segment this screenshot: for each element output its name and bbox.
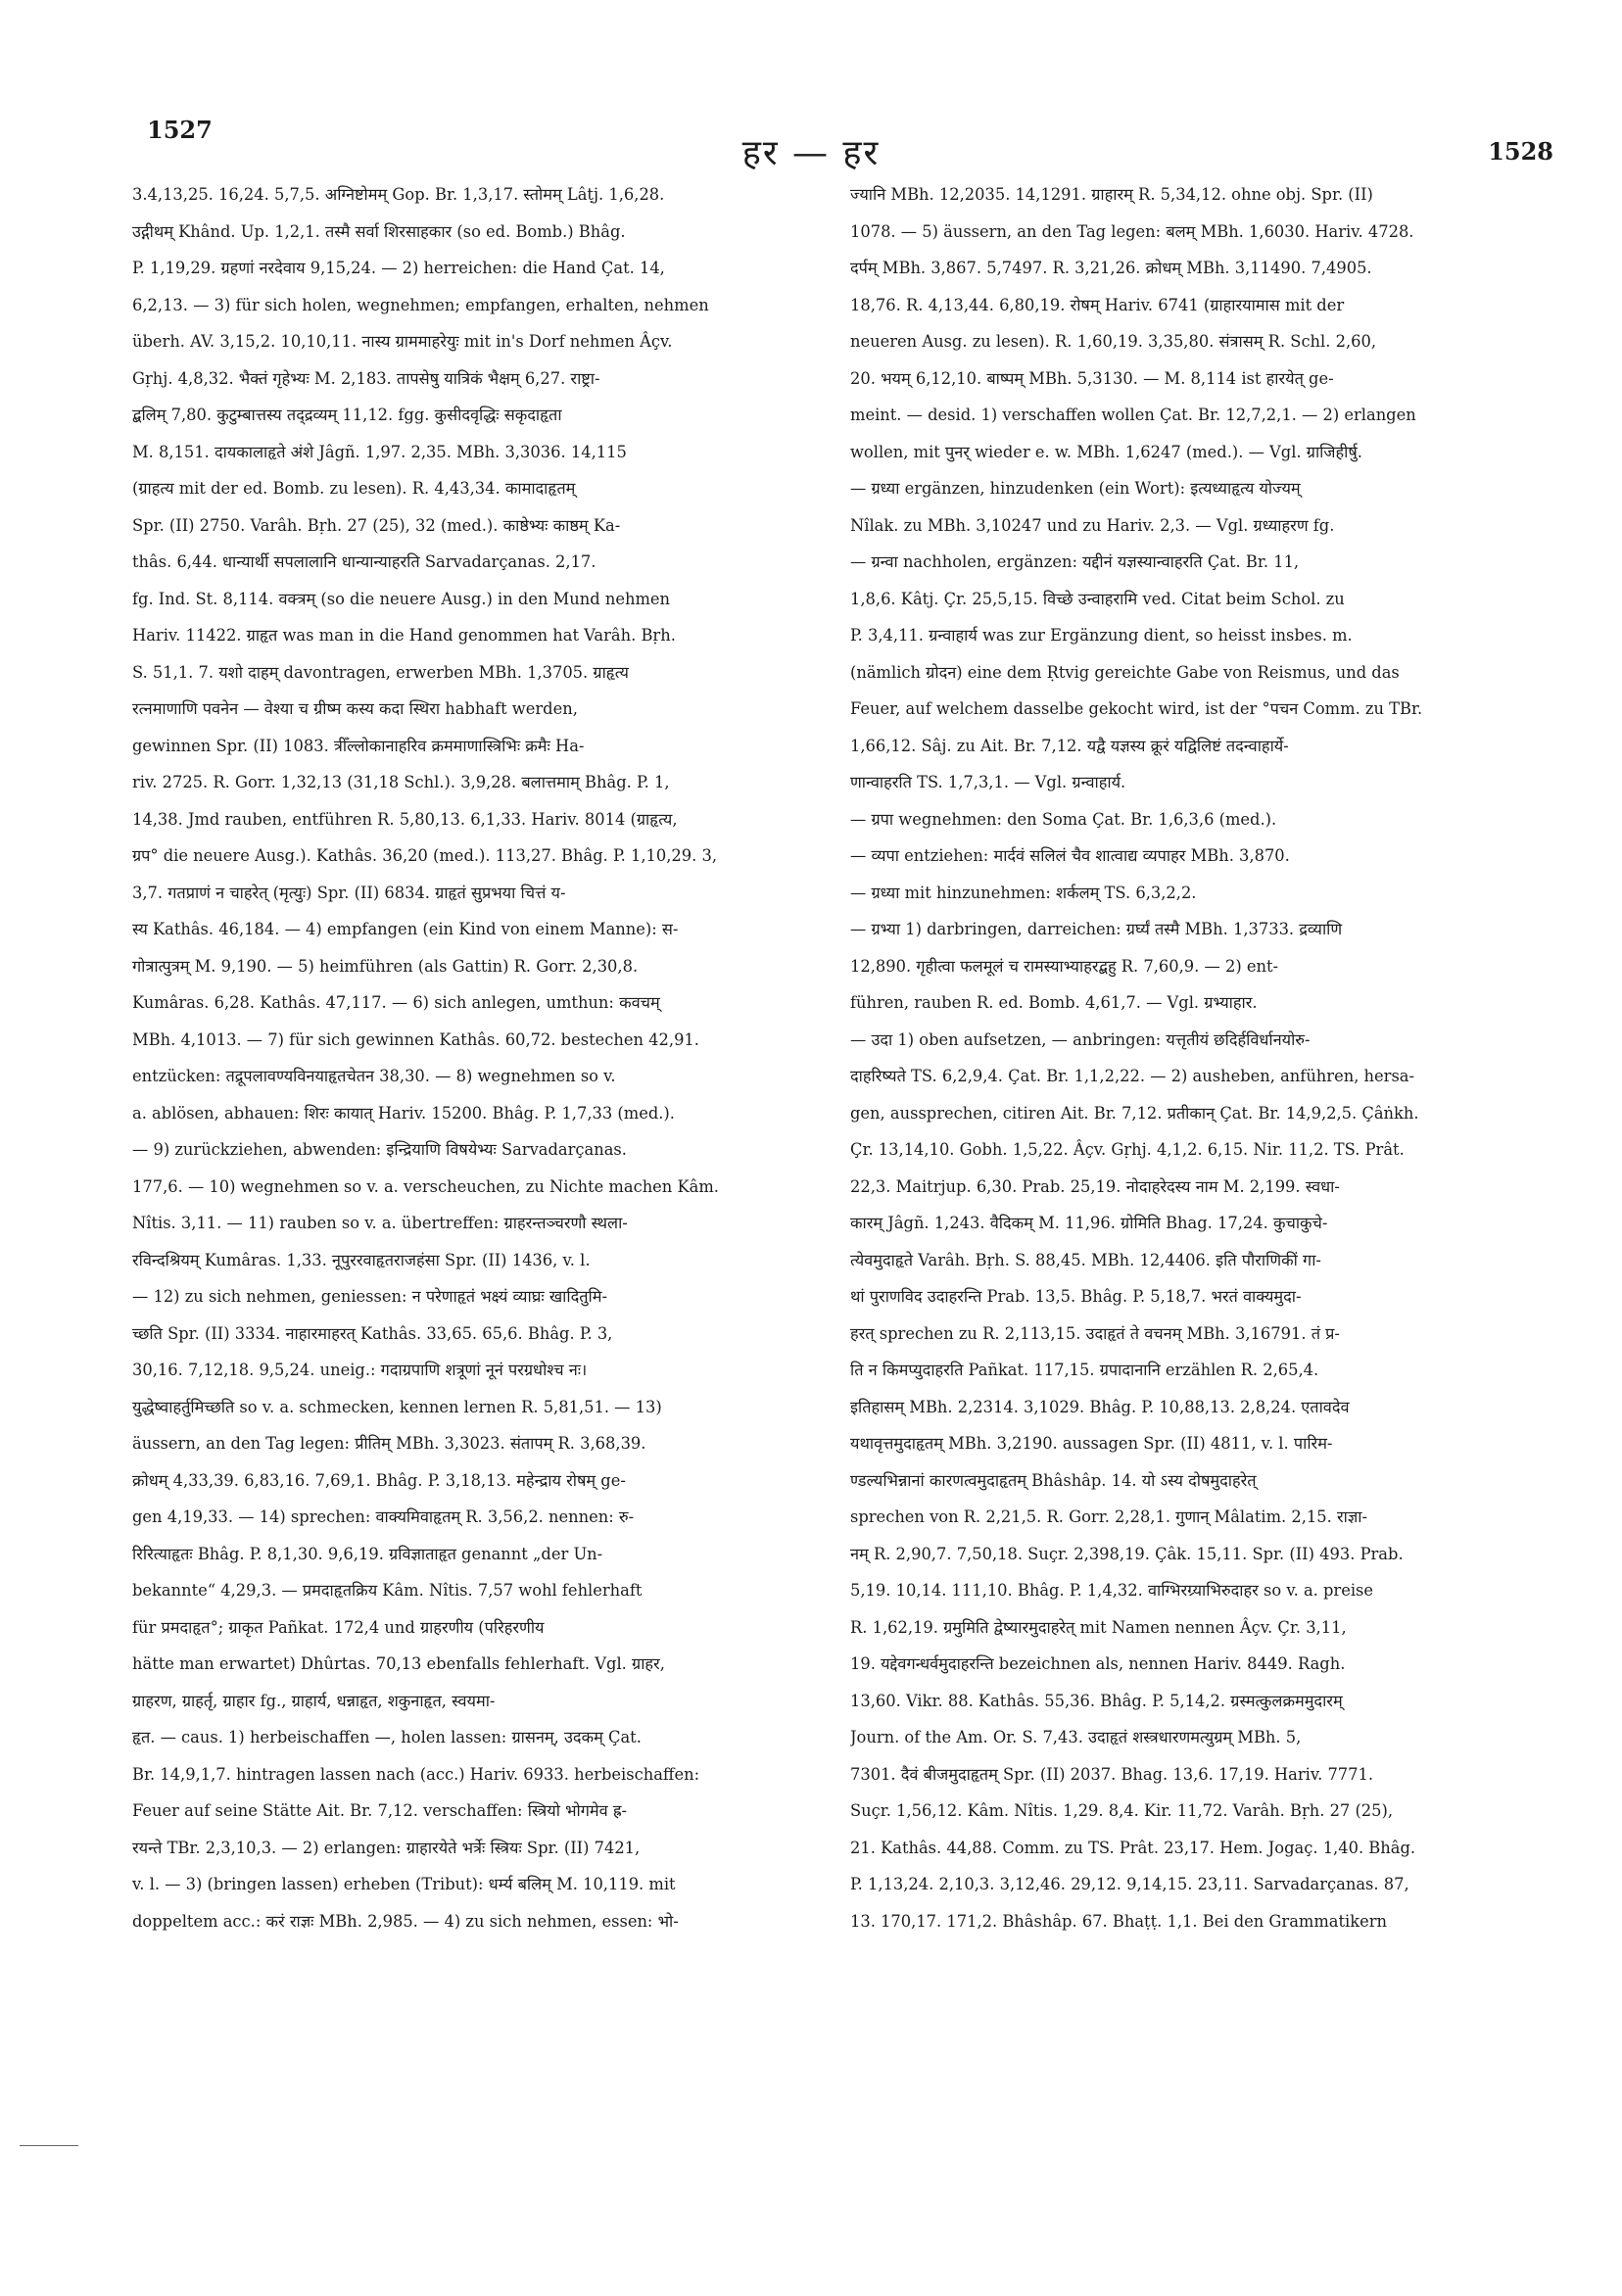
- text-line: 19. यद्देवगन्धर्वमुदाहरन्ति bezeichnen als, nennen Hariv. 8449. Ragh.: [850, 1654, 1346, 1673]
- text-line: कारम् Jâgñ. 1,243. वैदिकम् M. 11,96. ग्रोमिति Bhag. 17,24. कुचाकुचे-: [850, 1214, 1328, 1232]
- text-line: ज्यानि MBh. 12,2035. 14,1291. ग्राहारम् R. 5,34,12. ohne obj. Spr. (II): [850, 185, 1373, 204]
- text-line: (nämlich ग्रोदन) eine dem Ṛtvig gereichte Gabe von Reismus, und das: [850, 662, 1400, 682]
- text-line: 177,6. — 10) wegnehmen so v. a. verscheuchen, zu Nichte machen Kâm.: [132, 1176, 719, 1196]
- text-line: 6,2,13. — 3) für sich holen, wegnehmen; empfangen, erhalten, nehmen: [132, 295, 709, 314]
- text-line: bekannte“ 4,29,3. — प्रमदाहृतक्रिय Kâm. Nîtis. 7,57 wohl fehlerhaft: [132, 1581, 643, 1600]
- text-line: Br. 14,9,1,7. hintragen lassen nach (acc.) Hariv. 6933. herbeischaffen:: [132, 1764, 700, 1784]
- text-line: Hariv. 11422. ग्राहृत was man in die Hand genommen hat Varâh. Bṛh.: [132, 626, 676, 645]
- text-line: — ग्रन्वा nachholen, ergänzen: यद्दीनं यज्ञस्यान्वाहरति Çat. Br. 11,: [850, 552, 1300, 571]
- text-line: — ग्रध्या mit hinzunehmen: शर्कलम् TS. 6,3,2,2.: [850, 883, 1197, 902]
- page-number-right: 1528: [1488, 137, 1553, 166]
- text-line: P. 3,4,11. ग्रन्वाहार्य was zur Ergänzung dient, so heisst insbes. m.: [850, 626, 1353, 645]
- text-line: a. ablösen, abhauen: शिरः कायात् Hariv. 15200. Bhâg. P. 1,7,33 (med.).: [132, 1103, 675, 1123]
- text-line: थां पुराणविद उदाहरन्ति Prab. 13,5. Bhâg. P. 5,18,7. भरतं वाक्यमुदा-: [850, 1287, 1302, 1306]
- text-line: ण्डल्यभिन्नानां कारणत्वमुदाहृतम् Bhâshâp. 14. यो ऽस्य दोषमुदाहरेत्: [850, 1470, 1257, 1490]
- text-line: 21. Kathâs. 44,88. Comm. zu TS. Prât. 23,17. Hem. Jogaç. 1,40. Bhâg.: [850, 1838, 1416, 1857]
- footer-rule: [20, 2145, 78, 2146]
- text-line: 7301. दैवं बीजमुदाहृतम् Spr. (II) 2037. Bhag. 13,6. 17,19. Hariv. 7771.: [850, 1764, 1374, 1784]
- text-line: हरत् sprechen zu R. 2,113,15. उदाहृतं ते वचनम् MBh. 3,16791. तं प्र-: [850, 1323, 1340, 1343]
- text-line: हृत. — caus. 1) herbeischaffen —, holen lassen: ग्रासनम्, उदकम् Çat.: [132, 1728, 642, 1746]
- text-line: wollen, mit पुनर् wieder e. w. MBh. 1,6247 (med.). — Vgl. ग्राजिहीर्षु.: [850, 442, 1362, 461]
- text-line: R. 1,62,19. ग्रमुमिति द्वेष्यारमुदाहरेत् mit Namen nennen Âçv. Çr. 3,11,: [850, 1617, 1347, 1637]
- text-line: doppeltem acc.: करं राज्ञः MBh. 2,985. — 4) zu sich nehmen, essen: भो-: [132, 1911, 679, 1931]
- text-line: — ग्रपा wegnehmen: den Soma Çat. Br. 1,6,3,6 (med.).: [850, 809, 1277, 829]
- text-line: णान्वाहरति TS. 1,7,3,1. — Vgl. ग्रन्वाहार्य.: [850, 773, 1126, 791]
- text-line: उद्गीथम् Khând. Up. 1,2,1. तस्मै सर्वा शिरसाहकार (so ed. Bomb.) Bhâg.: [132, 221, 626, 241]
- text-line: युद्धेष्वाहर्तुमिच्छति so v. a. schmecken, kennen lernen R. 5,81,51. — 13): [132, 1397, 662, 1416]
- text-line: 30,16. 7,12,18. 9,5,24. uneig.: गदाग्रपाणि शत्रूणां नूनं परग्रधोश्च नः।: [132, 1361, 588, 1379]
- text-line: MBh. 4,1013. — 7) für sich gewinnen Kathâs. 60,72. bestechen 42,91.: [132, 1029, 699, 1049]
- text-line: 13. 170,17. 171,2. Bhâshâp. 67. Bhaṭṭ. 1,1. Bei den Grammatikern: [850, 1911, 1388, 1931]
- text-line: — उदा 1) oben aufsetzen, — anbringen: यत्तृतीयं छदिर्हविर्धानयोरु-: [850, 1029, 1311, 1049]
- text-line: च्छति Spr. (II) 3334. नाहारमाहरत् Kathâs. 33,65. 65,6. Bhâg. P. 3,: [132, 1323, 613, 1343]
- text-line: entzücken: तद्रूपलावण्यविनयाहृतचेतन 38,30. — 8) wegnehmen so v.: [132, 1067, 616, 1085]
- text-line: Çr. 13,14,10. Gobh. 1,5,22. Âçv. Gṛhj. 4,1,2. 6,15. Nir. 11,2. TS. Prât.: [850, 1140, 1405, 1159]
- text-line: रयन्ते TBr. 2,3,10,3. — 2) erlangen: ग्राहारयेते भर्त्रेः स्त्रियः Spr. (II) 7421,: [132, 1838, 641, 1857]
- text-line: sprechen von R. 2,21,5. R. Gorr. 2,28,1. गुणान् Mâlatim. 2,15. राज्ञा-: [850, 1507, 1368, 1526]
- text-line: इतिहासम् MBh. 2,2314. 3,1029. Bhâg. P. 10,88,13. 2,8,24. एतावदेव: [850, 1397, 1350, 1416]
- text-line: नम् R. 2,90,7. 7,50,18. Suçr. 2,398,19. Çâk. 15,11. Spr. (II) 493. Prab.: [850, 1544, 1404, 1563]
- text-line: Suçr. 1,56,12. Kâm. Nîtis. 1,29. 8,4. Kir. 11,72. Varâh. Bṛh. 27 (25),: [850, 1801, 1394, 1820]
- headword-title: हर — हर: [741, 133, 881, 173]
- text-line: S. 51,1. 7. यशो दाहम् davontragen, erwerben MBh. 1,3705. ग्राहृत्य: [132, 662, 629, 682]
- text-line: ग्रप° die neuere Ausg.). Kathâs. 36,20 (med.). 113,27. Bhâg. P. 1,10,29. 3,: [132, 846, 718, 865]
- text-line: 18,76. R. 4,13,44. 6,80,19. रोषम् Hariv. 6741 (ग्राहारयामास mit der: [850, 295, 1345, 314]
- text-line: Journ. of the Am. Or. S. 7,43. उदाहृतं शस्त्रधारणमत्युग्रम् MBh. 5,: [850, 1728, 1302, 1746]
- text-line: meint. — desid. 1) verschaffen wollen Çat. Br. 12,7,2,1. — 2) erlangen: [850, 406, 1416, 424]
- text-line: ग्राहरण, ग्राहर्तृ, ग्राहार fg., ग्राहार्य, धन्नाहृत, शकुनाहृत, स्वयमा-: [132, 1691, 496, 1710]
- text-line: गोत्रात्पुत्रम् M. 9,190. — 5) heimführen (als Gattin) R. Gorr. 2,30,8.: [132, 956, 639, 976]
- text-line: führen, rauben R. ed. Bomb. 4,61,7. — Vgl. ग्रभ्याहार.: [850, 993, 1258, 1012]
- text-line: स्य Kathâs. 46,184. — 4) empfangen (ein Kind von einem Manne): स-: [132, 920, 679, 938]
- text-line: 5,19. 10,14. 111,10. Bhâg. P. 1,4,32. वाग्भिरग्र्याभिरुदाहर so v. a. preise: [850, 1581, 1374, 1600]
- text-line: 1,8,6. Kâtj. Çr. 25,5,15. विच्छे उन्वाहरामि ved. Citat beim Schol. zu: [850, 589, 1345, 608]
- text-line: hätte man erwartet) Dhûrtas. 70,13 ebenfalls fehlerhaft. Vgl. ग्राहर,: [132, 1654, 665, 1673]
- text-line: — 9) zurückziehen, abwenden: इन्द्रियाणि विषयेभ्यः Sarvadarçanas.: [132, 1140, 627, 1159]
- text-line: Feuer, auf welchem dasselbe gekocht wird, ist der °पचन Comm. zu TBr.: [850, 699, 1423, 718]
- text-line: Gṛhj. 4,8,32. भैक्तं गृहेभ्यः M. 2,183. तापसेषु यात्रिकं भैक्षम् 6,27. राष्ट्रा-: [132, 368, 600, 388]
- text-line: thâs. 6,44. धान्यार्थी सपलालानि धान्यान्याहरति Sarvadarçanas. 2,17.: [132, 552, 596, 571]
- right-column: [850, 176, 1526, 1939]
- text-line: 14,38. Jmd rauben, entführen R. 5,80,13. 6,1,33. Hariv. 8014 (ग्राहृत्य,: [132, 809, 678, 829]
- text-line: Nîlak. zu MBh. 3,10247 und zu Hariv. 2,3. — Vgl. ग्रध्याहरण fg.: [850, 515, 1335, 535]
- text-line: क्रोधम् 4,33,39. 6,83,16. 7,69,1. Bhâg. P. 3,18,13. महेन्द्राय रोषम् ge-: [132, 1470, 626, 1490]
- text-line: 1,66,12. Sâj. zu Ait. Br. 7,12. यद्वै यज्ञस्य क्रूरं यद्विलिष्टं तदन्वाहार्ये-: [850, 736, 1289, 755]
- text-line: रत्नमाणाणि पवनेन — वेश्या च ग्रीष्म कस्य कदा स्थिरा habhaft werden,: [132, 699, 578, 718]
- text-line: 1078. — 5) äussern, an den Tag legen: बलम् MBh. 1,6030. Hariv. 4728.: [850, 221, 1414, 241]
- text-line: 3,7. गतप्राणं न चाहरेत् (मृत्युः) Spr. (II) 6834. ग्राहृतं सुप्रभया चित्तं य-: [132, 883, 566, 902]
- text-line: gewinnen Spr. (II) 1083. त्रीँल्लोकानाहरिव क्रममाणास्त्रिभिः क्रमैः Ha-: [132, 736, 585, 755]
- text-line: neueren Ausg. zu lesen). R. 1,60,19. 3,35,80. संत्रासम् R. Schl. 2,60,: [850, 332, 1377, 351]
- text-line: दाहरिष्यते TS. 6,2,9,4. Çat. Br. 1,1,2,22. — 2) ausheben, anführen, hersa-: [850, 1067, 1415, 1085]
- text-line: त्येवमुदाहृते Varâh. Bṛh. S. 88,45. MBh. 12,4406. इति पौराणिकीं गा-: [850, 1250, 1321, 1269]
- text-line: 20. भयम् 6,12,10. बाष्पम् MBh. 5,3130. — M. 8,114 ist हारयेत् ge-: [850, 368, 1334, 388]
- text-line: riv. 2725. R. Gorr. 1,32,13 (31,18 Schl.). 3,9,28. बलात्तमाम् Bhâg. P. 1,: [132, 773, 670, 791]
- text-line: — 12) zu sich nehmen, geniessen: न परेणाहृतं भक्ष्यं व्याघ्रः खादितुमि-: [132, 1287, 607, 1306]
- text-line: v. l. — 3) (bringen lassen) erheben (Tribut): धर्म्य बलिम् M. 10,119. mit: [132, 1875, 676, 1893]
- text-line: äussern, an den Tag legen: प्रीतिम् MBh. 3,3023. संतापम् R. 3,68,39.: [132, 1434, 646, 1453]
- text-line: — ग्रध्या ergänzen, hinzudenken (ein Wort): इत्यध्याहृत्य योज्यम्: [850, 479, 1301, 498]
- text-line: Feuer auf seine Stätte Ait. Br. 7,12. verschaffen: स्त्रियो भोगमेव ह्र-: [132, 1801, 628, 1820]
- text-line: Kumâras. 6,28. Kathâs. 47,117. — 6) sich anlegen, umthun: कवचम्: [132, 993, 660, 1012]
- text-line: fg. Ind. St. 8,114. वक्त्रम् (so die neuere Ausg.) in den Mund nehmen: [132, 589, 671, 608]
- text-line: द्बलिम् 7,80. कुटुम्बात्तस्य तद्द्रव्यम् 11,12. fgg. कुसीदवृद्धिः सकृदाहृता: [132, 406, 562, 424]
- text-line: gen 4,19,33. — 14) sprechen: वाक्यमिवाहृतम् R. 3,56,2. nennen: रु-: [132, 1507, 635, 1526]
- text-line: 22,3. Maitrjup. 6,30. Prab. 25,19. नोदाहरेदस्य नाम M. 2,199. स्वधा-: [850, 1176, 1340, 1196]
- left-column: [132, 176, 818, 1939]
- text-line: रिरित्याहृतः Bhâg. P. 8,1,30. 9,6,19. ग्रविज्ञाताहृत genannt „der Un-: [132, 1544, 603, 1563]
- text-line: M. 8,151. दायकालाहृते अंशे Jâgñ. 1,97. 2,35. MBh. 3,3036. 14,115: [132, 442, 627, 461]
- text-line: gen, aussprechen, citiren Ait. Br. 7,12. प्रतीकान् Çat. Br. 14,9,2,5. Çâṅkh.: [850, 1103, 1419, 1123]
- text-line: 13,60. Vikr. 88. Kathâs. 55,36. Bhâg. P. 5,14,2. ग्रस्मत्कुलक्रममुदारम्: [850, 1691, 1343, 1710]
- text-line: P. 1,13,24. 2,10,3. 3,12,46. 29,12. 9,14,15. 23,11. Sarvadarçanas. 87,: [850, 1875, 1409, 1893]
- text-line: überh. AV. 3,15,2. 10,10,11. नास्य ग्राममाहरेयुः mit in's Dorf nehmen Âçv.: [132, 332, 673, 351]
- text-line: P. 1,19,29. ग्रहणां नरदेवाय 9,15,24. — 2) herreichen: die Hand Çat. 14,: [132, 259, 665, 277]
- text-line: 3.4,13,25. 16,24. 5,7,5. अग्निष्टोमम् Gop. Br. 1,3,17. स्तोमम् Lâṭj. 1,6,28.: [132, 185, 665, 204]
- text-line: — ग्रभ्या 1) darbringen, darreichen: ग्रर्घ्यं तस्मै MBh. 1,3733. द्रव्याणि: [850, 920, 1343, 938]
- text-line: — व्यपा entziehen: मार्दवं सलिलं चैव शात्वाद्य व्यपाहर MBh. 3,870.: [850, 846, 1290, 865]
- text-line: दर्पम् MBh. 3,867. 5,7497. R. 3,21,26. क्रोधम् MBh. 3,11490. 7,4905.: [850, 259, 1372, 277]
- text-line: Spr. (II) 2750. Varâh. Bṛh. 27 (25), 32 (med.). काष्ठेभ्यः काष्ठम् Ka-: [132, 515, 621, 535]
- text-line: für प्रमदाहृत°; ग्राकृत Pañkat. 172,4 und ग्राहरणीय (परिहरणीय: [132, 1617, 545, 1637]
- page-number-left: 1527: [147, 116, 213, 144]
- text-line: ति न किमप्युदाहरति Pañkat. 117,15. ग्रपादानानि erzählen R. 2,65,4.: [850, 1361, 1319, 1379]
- text-line: रविन्दश्रियम् Kumâras. 1,33. नूपुररवाहृतराजहंसा Spr. (II) 1436, v. l.: [132, 1250, 591, 1269]
- text-line: 12,890. गृहीत्वा फलमूलं च रामस्याभ्याहरद्बहु R. 7,60,9. — 2) ent-: [850, 956, 1279, 976]
- text-line: Nîtis. 3,11. — 11) rauben so v. a. übertreffen: ग्राहरन्तञ्चरणौ स्थला-: [132, 1214, 628, 1232]
- text-line: यथावृत्तमुदाहृतम् MBh. 3,2190. aussagen Spr. (II) 4811, v. l. पारिम-: [850, 1434, 1333, 1453]
- text-line: (ग्राहत्य mit der ed. Bomb. zu lesen). R. 4,43,34. कामादाहृतम्: [132, 479, 576, 498]
